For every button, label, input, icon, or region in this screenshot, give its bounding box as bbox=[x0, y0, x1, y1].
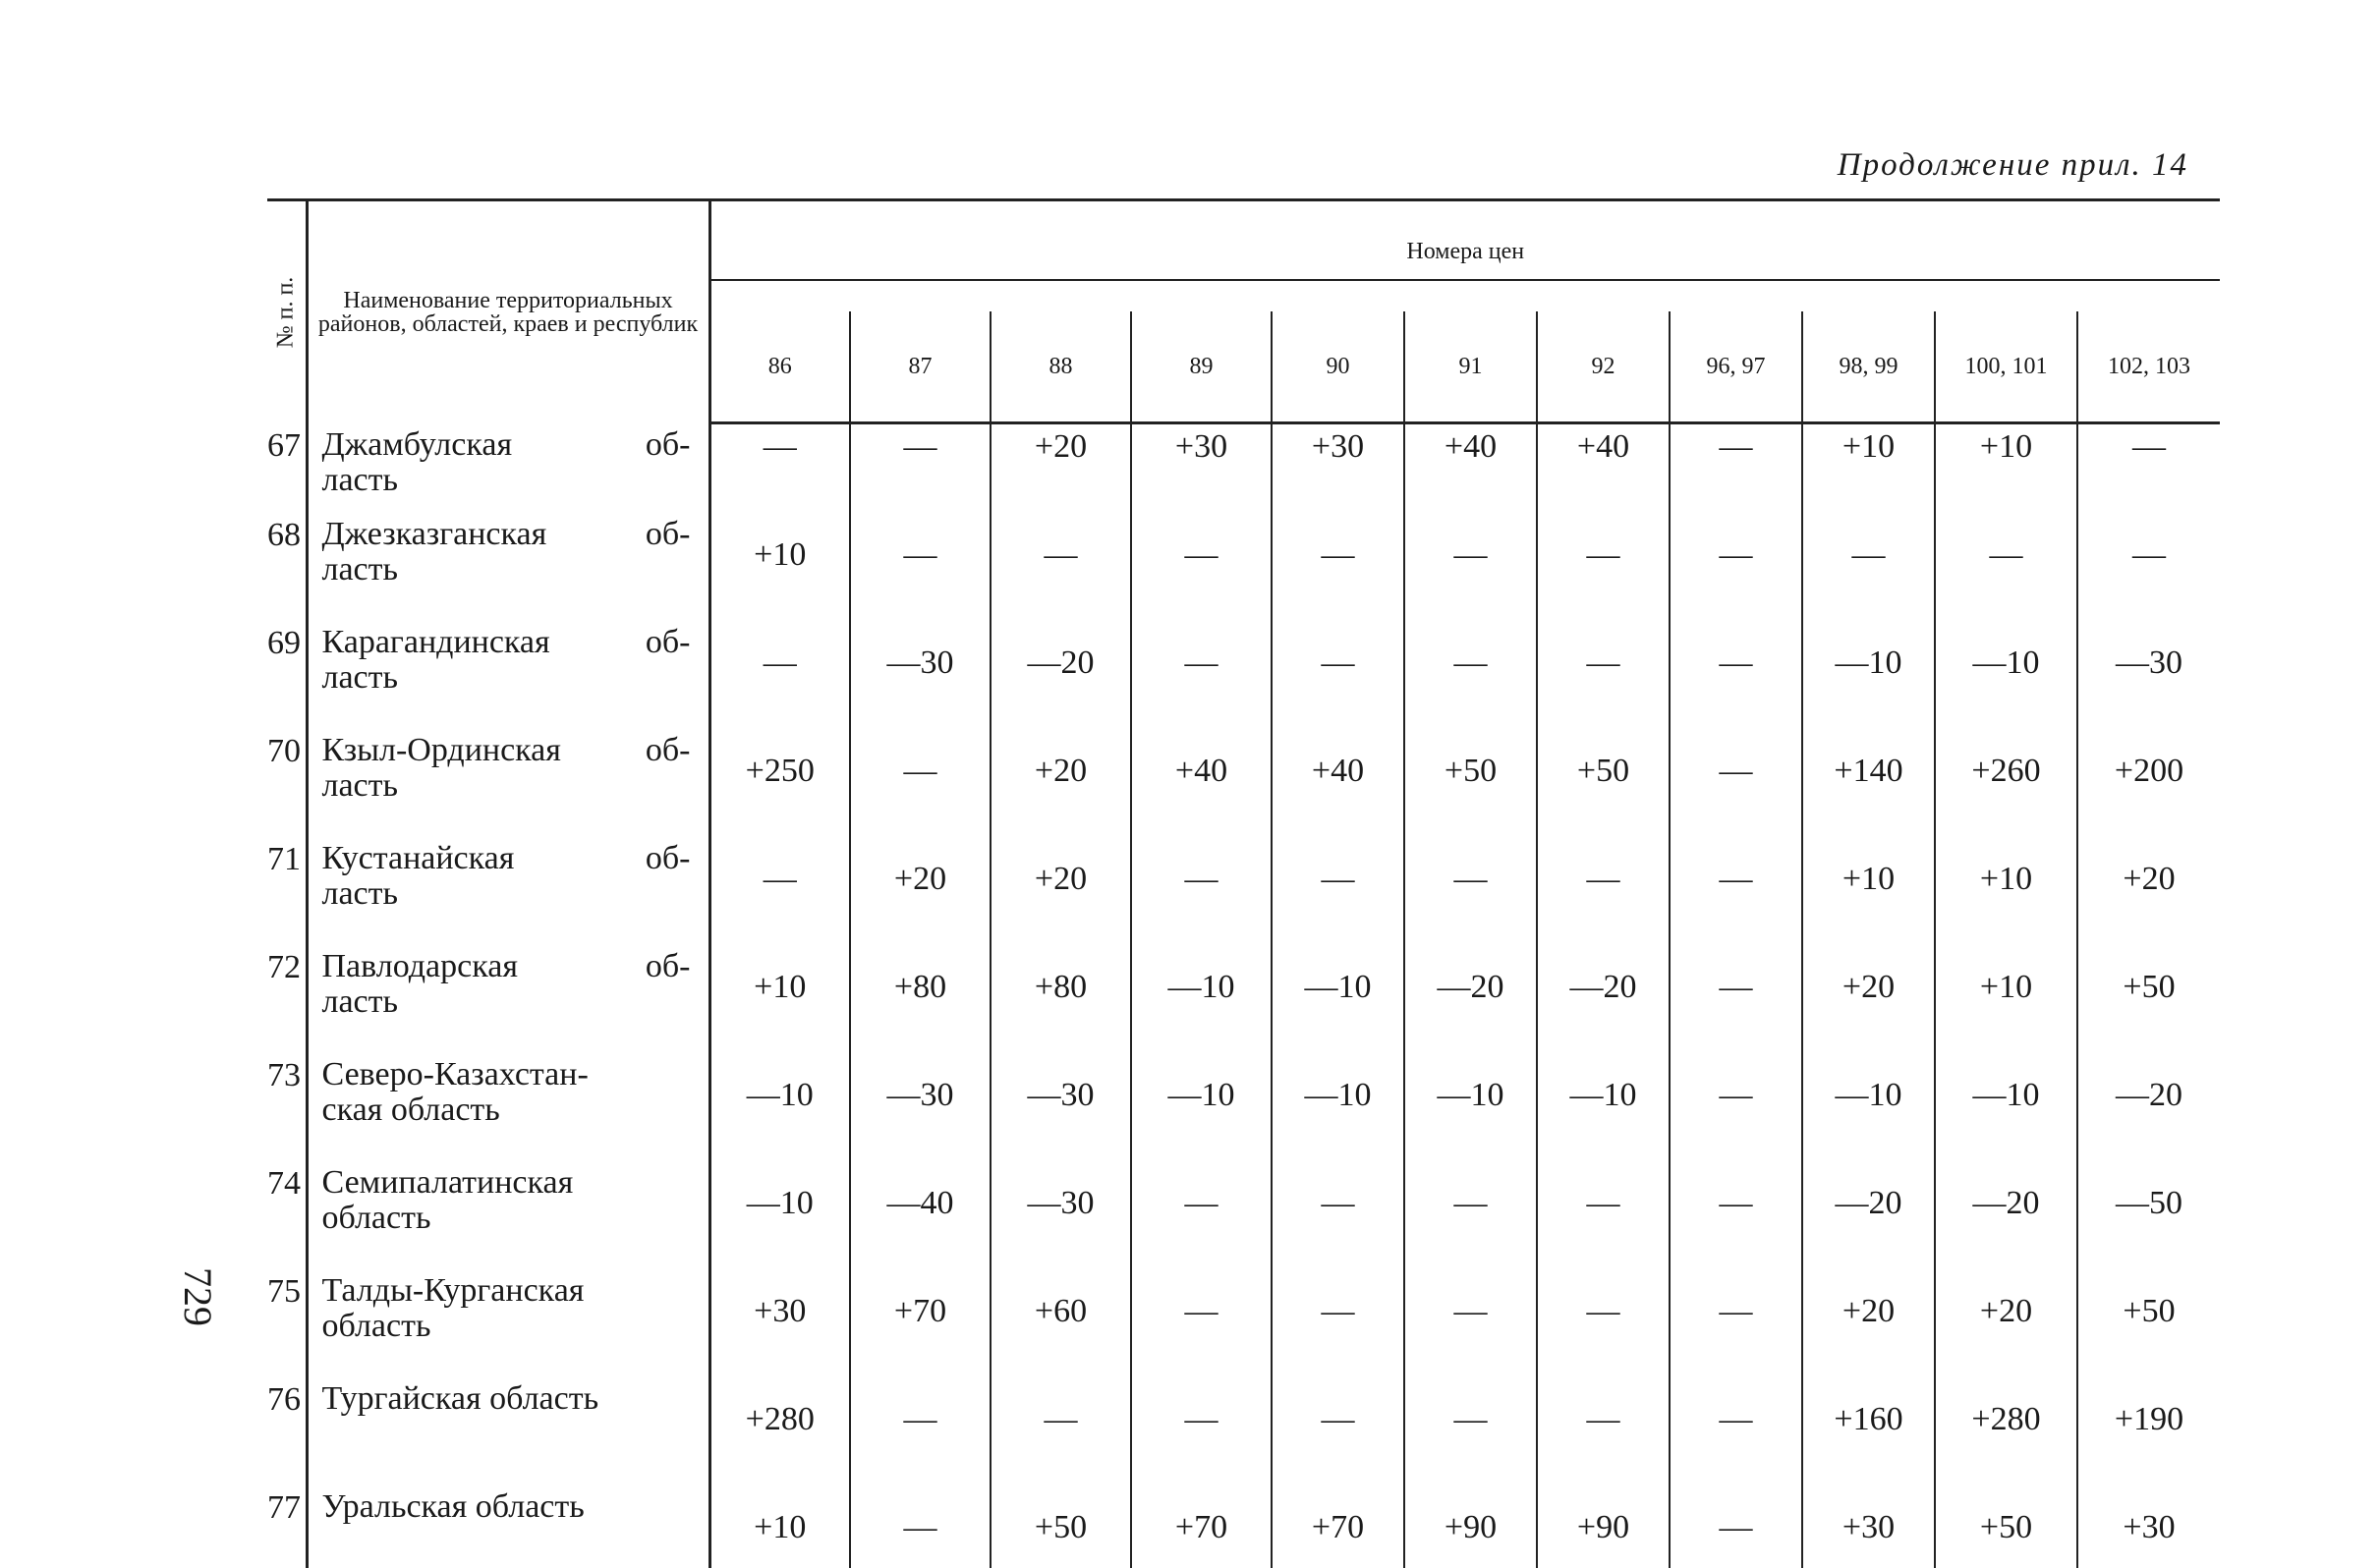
price-value-cell: — bbox=[1272, 841, 1404, 949]
price-column-header: 100, 101 bbox=[1935, 311, 2077, 423]
price-value-cell: — bbox=[991, 517, 1131, 625]
row-number: 76 bbox=[267, 1381, 301, 1418]
region-name bbox=[307, 1273, 709, 1381]
price-value-cell: +70 bbox=[850, 1273, 991, 1381]
row-number: 71 bbox=[267, 841, 301, 877]
price-value-cell: — bbox=[1131, 841, 1272, 949]
price-value-cell: — bbox=[1670, 841, 1802, 949]
price-value-cell: +50 bbox=[2077, 1273, 2220, 1381]
region-name-line1: Джезказганская bbox=[321, 516, 547, 552]
region-name-suffix: об- bbox=[645, 425, 691, 463]
region-name-line2: ласть bbox=[321, 983, 399, 1020]
region-name-line1: Тургайская область bbox=[321, 1380, 599, 1417]
row-number: 69 bbox=[267, 625, 301, 661]
price-column-header: 89 bbox=[1131, 311, 1272, 423]
price-value-cell: —10 bbox=[1131, 949, 1272, 1057]
region-name bbox=[307, 1165, 709, 1273]
region-name-line1: Семипалатинская bbox=[321, 1164, 574, 1201]
price-value-cell: +20 bbox=[1802, 1273, 1935, 1381]
region-name-line2: область bbox=[321, 1308, 431, 1344]
region-name bbox=[307, 517, 709, 625]
price-value-cell: +50 bbox=[2077, 949, 2220, 1057]
price-value-cell: +40 bbox=[1272, 733, 1404, 841]
price-value-cell: — bbox=[2077, 423, 2220, 518]
price-column-header: 92 bbox=[1537, 311, 1670, 423]
table-row bbox=[267, 733, 2220, 841]
price-value-cell: —10 bbox=[1272, 949, 1404, 1057]
price-value-cell: —20 bbox=[1404, 949, 1537, 1057]
price-value-cell: —10 bbox=[1935, 625, 2077, 733]
price-value-cell: — bbox=[1537, 517, 1670, 625]
price-value-cell: +280 bbox=[1935, 1381, 2077, 1489]
price-value-cell: — bbox=[1670, 1057, 1802, 1165]
region-name-line2: ласть bbox=[321, 551, 399, 588]
price-column-header: 86 bbox=[709, 311, 850, 423]
region-name-line2: ласть bbox=[321, 875, 399, 912]
price-value-cell: +10 bbox=[1802, 841, 1935, 949]
price-value-cell: +280 bbox=[709, 1381, 850, 1489]
table-row bbox=[267, 1273, 2220, 1381]
region-name bbox=[307, 1489, 709, 1568]
price-column-header: 98, 99 bbox=[1802, 311, 1935, 423]
continuation-caption: Продолжение прил. 14 bbox=[1837, 147, 2188, 183]
region-name-line1: Павлодарская bbox=[321, 948, 518, 984]
price-value-cell: —10 bbox=[1802, 625, 1935, 733]
row-number: 67 bbox=[267, 426, 301, 464]
price-value-cell: —20 bbox=[991, 625, 1131, 733]
region-name bbox=[307, 1057, 709, 1165]
price-value-cell: +30 bbox=[2077, 1489, 2220, 1568]
region-name-suffix: об- bbox=[645, 840, 691, 876]
region-name-line1: Карагандинская bbox=[321, 624, 550, 660]
price-value-cell: —10 bbox=[1272, 1057, 1404, 1165]
price-value-cell: — bbox=[1272, 625, 1404, 733]
price-value-cell: +40 bbox=[1131, 733, 1272, 841]
region-name-line1: Кзыл-Ординская bbox=[321, 732, 561, 768]
price-value-cell: —20 bbox=[2077, 1057, 2220, 1165]
price-value-cell: —10 bbox=[709, 1057, 850, 1165]
price-value-cell: +20 bbox=[991, 733, 1131, 841]
name-column-header: Наименование территориальных районов, областей, краев и республик bbox=[307, 200, 709, 423]
price-value-cell: —50 bbox=[2077, 1165, 2220, 1273]
row-number: 75 bbox=[267, 1273, 301, 1310]
region-name bbox=[307, 841, 709, 949]
price-value-cell: — bbox=[1272, 1165, 1404, 1273]
price-value-cell: — bbox=[1670, 1165, 1802, 1273]
price-value-cell: +70 bbox=[1272, 1489, 1404, 1568]
price-value-cell: —30 bbox=[991, 1057, 1131, 1165]
region-name bbox=[307, 1381, 709, 1489]
price-value-cell: — bbox=[1537, 625, 1670, 733]
price-column-header: 91 bbox=[1404, 311, 1537, 423]
price-value-cell: — bbox=[1404, 1273, 1537, 1381]
price-value-cell: +40 bbox=[1537, 423, 1670, 518]
table-row bbox=[267, 1057, 2220, 1165]
price-value-cell: +70 bbox=[1131, 1489, 1272, 1568]
table-row bbox=[267, 841, 2220, 949]
price-value-cell: +50 bbox=[1935, 1489, 2077, 1568]
price-value-cell: —10 bbox=[1537, 1057, 1670, 1165]
region-name-suffix: об- bbox=[645, 624, 691, 660]
price-value-cell: +20 bbox=[2077, 841, 2220, 949]
price-numbers-header bbox=[709, 200, 2220, 312]
price-value-cell: +60 bbox=[991, 1273, 1131, 1381]
region-name bbox=[307, 733, 709, 841]
price-value-cell: +20 bbox=[991, 423, 1131, 518]
price-value-cell: — bbox=[1131, 1273, 1272, 1381]
price-value-cell: — bbox=[850, 1381, 991, 1489]
price-value-cell: —10 bbox=[1935, 1057, 2077, 1165]
table-row bbox=[267, 1489, 2220, 1568]
price-value-cell: — bbox=[1670, 423, 1802, 518]
region-name-line1: Талды-Курганская bbox=[321, 1272, 585, 1309]
price-column-header: 96, 97 bbox=[1670, 311, 1802, 423]
price-value-cell: — bbox=[1935, 517, 2077, 625]
region-name-line2: ласть bbox=[321, 461, 399, 498]
price-numbers-header-label: Номера цен bbox=[711, 233, 2221, 281]
table-row bbox=[267, 423, 2220, 518]
region-name bbox=[307, 423, 709, 518]
price-value-cell: — bbox=[1404, 1381, 1537, 1489]
row-number: 73 bbox=[267, 1057, 301, 1093]
price-value-cell: — bbox=[1404, 1165, 1537, 1273]
index-column-header bbox=[267, 200, 307, 423]
row-number: 72 bbox=[267, 949, 301, 985]
price-value-cell: — bbox=[1404, 625, 1537, 733]
price-value-cell: — bbox=[1670, 1381, 1802, 1489]
table-row bbox=[267, 1165, 2220, 1273]
region-name-suffix: об- bbox=[645, 516, 691, 552]
price-value-cell: — bbox=[709, 423, 850, 518]
price-value-cell: — bbox=[1670, 733, 1802, 841]
price-value-cell: — bbox=[1670, 1489, 1802, 1568]
price-value-cell: +260 bbox=[1935, 733, 2077, 841]
page-number: 729 bbox=[176, 1267, 221, 1326]
price-value-cell: +10 bbox=[1935, 949, 2077, 1057]
price-value-cell: —20 bbox=[1537, 949, 1670, 1057]
price-value-cell: — bbox=[1272, 517, 1404, 625]
price-value-cell: — bbox=[1802, 517, 1935, 625]
price-value-cell: —30 bbox=[991, 1165, 1131, 1273]
price-value-cell: — bbox=[1537, 841, 1670, 949]
region-name-line2: область bbox=[321, 1200, 431, 1236]
price-value-cell: +200 bbox=[2077, 733, 2220, 841]
region-name-line2: ская область bbox=[321, 1092, 500, 1128]
price-value-cell: +90 bbox=[1537, 1489, 1670, 1568]
price-value-cell: +20 bbox=[991, 841, 1131, 949]
price-value-cell: — bbox=[1131, 517, 1272, 625]
price-value-cell: — bbox=[850, 733, 991, 841]
price-value-cell: +140 bbox=[1802, 733, 1935, 841]
price-value-cell: — bbox=[850, 517, 991, 625]
price-value-cell: —10 bbox=[709, 1165, 850, 1273]
price-value-cell: — bbox=[1131, 1165, 1272, 1273]
price-value-cell: +80 bbox=[850, 949, 991, 1057]
table-row bbox=[267, 949, 2220, 1057]
price-value-cell: +80 bbox=[991, 949, 1131, 1057]
price-value-cell: +30 bbox=[1802, 1489, 1935, 1568]
price-value-cell: +50 bbox=[991, 1489, 1131, 1568]
price-value-cell: — bbox=[1537, 1273, 1670, 1381]
price-value-cell: — bbox=[1537, 1381, 1670, 1489]
region-name bbox=[307, 625, 709, 733]
region-name-suffix: об- bbox=[645, 732, 691, 768]
index-header-label: № п. п. bbox=[272, 276, 299, 349]
price-value-cell: —10 bbox=[1802, 1057, 1935, 1165]
price-value-cell: +10 bbox=[709, 517, 850, 625]
price-value-cell: — bbox=[1537, 1165, 1670, 1273]
price-adjustment-table bbox=[267, 198, 2220, 1568]
price-value-cell: +10 bbox=[709, 949, 850, 1057]
price-value-cell: +10 bbox=[1935, 841, 2077, 949]
row-number: 77 bbox=[267, 1489, 301, 1526]
price-value-cell: — bbox=[991, 1381, 1131, 1489]
price-value-cell: — bbox=[709, 841, 850, 949]
region-name-line1: Северо-Казахстан- bbox=[321, 1056, 589, 1092]
price-value-cell: +90 bbox=[1404, 1489, 1537, 1568]
region-name-line1: Джамбулская bbox=[321, 425, 513, 463]
price-value-cell: +10 bbox=[1935, 423, 2077, 518]
price-value-cell: +20 bbox=[1802, 949, 1935, 1057]
region-name-line1: Уральская область bbox=[321, 1488, 585, 1525]
price-value-cell: — bbox=[1131, 625, 1272, 733]
region-name-line1: Кустанайская bbox=[321, 840, 515, 876]
price-value-cell: — bbox=[1670, 625, 1802, 733]
price-value-cell: — bbox=[1404, 841, 1537, 949]
price-column-header: 87 bbox=[850, 311, 991, 423]
price-value-cell: —10 bbox=[1404, 1057, 1537, 1165]
region-name-suffix: об- bbox=[645, 948, 691, 984]
price-value-cell: —40 bbox=[850, 1165, 991, 1273]
price-column-header: 88 bbox=[991, 311, 1131, 423]
price-value-cell: — bbox=[1272, 1273, 1404, 1381]
price-value-cell: —20 bbox=[1802, 1165, 1935, 1273]
price-value-cell: —30 bbox=[850, 625, 991, 733]
price-value-cell: —20 bbox=[1935, 1165, 2077, 1273]
table-row bbox=[267, 517, 2220, 625]
price-value-cell: +10 bbox=[709, 1489, 850, 1568]
price-value-cell: +50 bbox=[1404, 733, 1537, 841]
price-value-cell: — bbox=[2077, 517, 2220, 625]
price-value-cell: —10 bbox=[1131, 1057, 1272, 1165]
row-number: 70 bbox=[267, 733, 301, 769]
table-row bbox=[267, 1381, 2220, 1489]
price-value-cell: — bbox=[709, 625, 850, 733]
row-number: 68 bbox=[267, 517, 301, 553]
price-value-cell: — bbox=[1670, 1273, 1802, 1381]
price-value-cell: — bbox=[1670, 517, 1802, 625]
table-row bbox=[267, 625, 2220, 733]
price-value-cell: — bbox=[1670, 949, 1802, 1057]
region-name bbox=[307, 949, 709, 1057]
price-value-cell: +20 bbox=[850, 841, 991, 949]
price-value-cell: +10 bbox=[1802, 423, 1935, 518]
price-value-cell: —30 bbox=[850, 1057, 991, 1165]
price-value-cell: — bbox=[1272, 1381, 1404, 1489]
row-number: 74 bbox=[267, 1165, 301, 1202]
price-value-cell: +40 bbox=[1404, 423, 1537, 518]
price-value-cell: +250 bbox=[709, 733, 850, 841]
price-value-cell: — bbox=[1131, 1381, 1272, 1489]
price-value-cell: +190 bbox=[2077, 1381, 2220, 1489]
price-value-cell: +30 bbox=[709, 1273, 850, 1381]
price-value-cell: — bbox=[1404, 517, 1537, 625]
price-column-header: 90 bbox=[1272, 311, 1404, 423]
price-value-cell: +30 bbox=[1131, 423, 1272, 518]
region-name-line2: ласть bbox=[321, 767, 399, 804]
price-value-cell: — bbox=[850, 423, 991, 518]
price-value-cell: +20 bbox=[1935, 1273, 2077, 1381]
price-value-cell: +50 bbox=[1537, 733, 1670, 841]
region-name-line2: ласть bbox=[321, 659, 399, 696]
price-value-cell: +30 bbox=[1272, 423, 1404, 518]
price-value-cell: —30 bbox=[2077, 625, 2220, 733]
price-column-header: 102, 103 bbox=[2077, 311, 2220, 423]
price-value-cell: +160 bbox=[1802, 1381, 1935, 1489]
price-value-cell: — bbox=[850, 1489, 991, 1568]
